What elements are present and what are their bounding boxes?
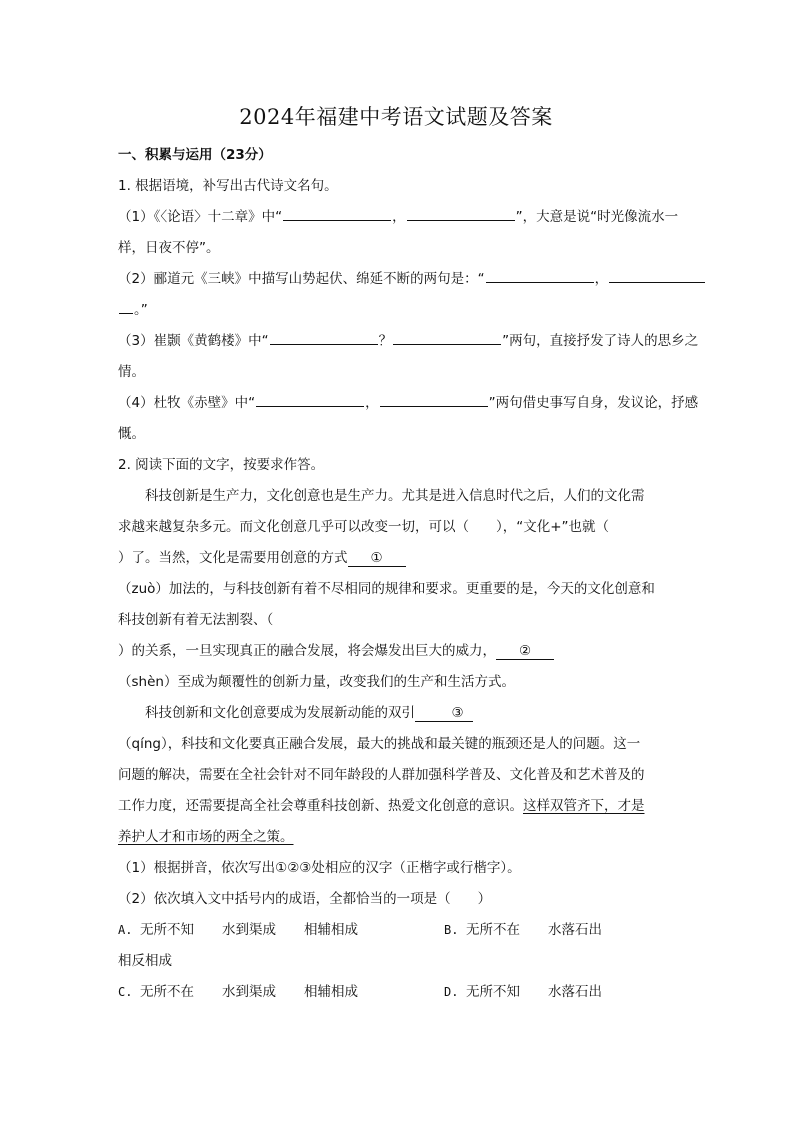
passage-line: （qíng），科技和文化要真正融合发展，最大的挑战和最关键的瓶颈还是人的问题。这一	[118, 736, 641, 752]
option-d[interactable]: D. 无所不知 水落石出	[444, 984, 602, 1000]
answer-blank	[609, 268, 705, 283]
option-a[interactable]: A. 无所不知 水到渠成 相辅相成	[118, 922, 358, 938]
question-1-stem: 1. 根据语境，补写出古代诗文名句。	[118, 178, 338, 194]
q1-item-2-continuation: 。”	[118, 295, 674, 326]
passage-line: 科技创新有着无法割裂、（	[118, 612, 274, 628]
passage-line: 科技创新和文化创意要成为发展新动能的双引 ③	[118, 698, 674, 729]
passage-line: 求越来越复杂多元。而文化创意几乎可以改变一切，可以（ ），“文化+”也就（	[118, 519, 610, 535]
passage-line: 问题的解决，需要在全社会针对不同年龄段的人群加强科学普及、文化普及和艺术普及的	[118, 767, 645, 783]
answer-blank	[407, 206, 515, 221]
passage-line	[118, 822, 674, 853]
underlined-sentence: 这样双管齐下，才是	[523, 798, 645, 814]
q1-item-3-continuation: 情。	[118, 364, 145, 380]
question-2-stem: 2. 阅读下面的文字，按要求作答。	[118, 457, 325, 473]
q1-item-1-continuation: 样，日夜不停”。	[118, 240, 220, 256]
section-heading: 一、积累与运用（23分）	[118, 147, 272, 163]
document-title: 2024年福建中考语文试题及答案	[239, 105, 553, 129]
options-row-cd	[118, 977, 674, 1008]
q1-item-1: （1）《〈论语〉十二章》中“ ， ”，大意是说“时光像流水一	[118, 202, 674, 233]
option-c[interactable]: C. 无所不在 水到渠成 相辅相成	[118, 984, 358, 1000]
answer-blank	[270, 330, 378, 345]
answer-blank	[119, 299, 133, 314]
answer-blank	[486, 268, 594, 283]
q1-item-4-continuation: 慨。	[118, 426, 145, 442]
passage-line: （zuò）加法的，与科技创新有着不尽相同的规律和要求。更重要的是，今天的文化创意和	[118, 581, 655, 597]
q1-item-3: （3）崔颢《黄鹤楼》中“ ？ ”两句，直接抒发了诗人的思乡之	[118, 326, 674, 357]
passage-line: ）的关系，一旦实现真正的融合发展，将会爆发出巨大的威力， ②	[118, 636, 674, 667]
pinyin-blank-3: ③	[415, 705, 473, 722]
underlined-sentence: 养护人才和市场的两全之策。	[118, 829, 294, 845]
answer-blank	[283, 206, 391, 221]
document-page	[118, 100, 699, 1008]
q2-sub-question-2: （2）依次填入文中括号内的成语，全都恰当的一项是（ ）	[118, 891, 492, 907]
passage-line: （shèn）至成为颠覆性的创新力量，改变我们的生产和生活方式。	[118, 674, 515, 690]
q1-item-2: （2）郦道元《三峡》中描写山势起伏、绵延不断的两句是：“ ，	[118, 264, 674, 295]
passage-line: ）了。当然，文化是需要用创意的方式 ①	[118, 543, 674, 574]
choice-options	[118, 915, 674, 1008]
q1-item-4: （4）杜牧《赤壁》中“ ， ”两句借史事写自身，发议论，抒感	[118, 388, 674, 419]
answer-blank	[393, 330, 501, 345]
options-row-ab	[118, 915, 674, 946]
passage-line: 科技创新是生产力，文化创意也是生产力。尤其是进入信息时代之后，人们的文化需	[145, 488, 645, 504]
option-b[interactable]: B. 无所不在 水落石出	[444, 922, 602, 938]
pinyin-blank-1: ①	[348, 550, 406, 567]
q2-sub-question-1: （1）根据拼音，依次写出①②③处相应的汉字（正楷字或行楷字）。	[118, 860, 521, 876]
option-b-wrap: 相反相成	[118, 953, 172, 969]
answer-blank	[256, 392, 364, 407]
answer-blank	[380, 392, 488, 407]
passage-line: 工作力度，还需要提高全社会尊重科技创新、热爱文化创意的意识。这样双管齐下，才是	[118, 798, 645, 814]
pinyin-blank-2: ②	[496, 643, 554, 660]
